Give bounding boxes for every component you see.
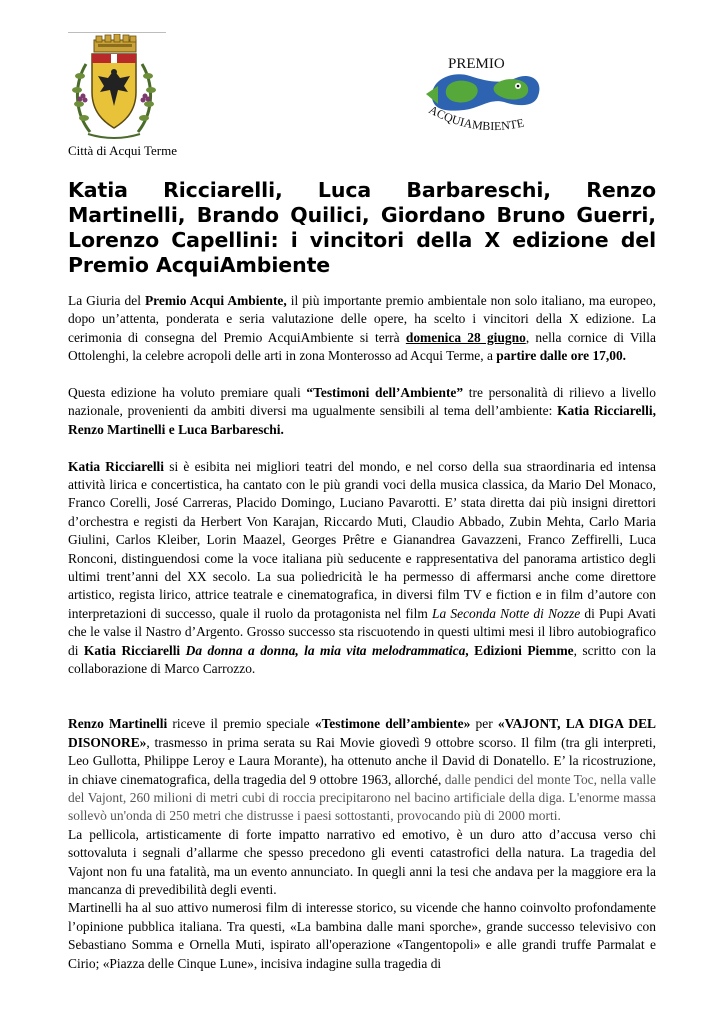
- paragraph-pellicola: La pellicola, artisticamente di forte impatto narrativo ed emotivo, è un duro atto d’accusa verso chi sottovaluta i segnali d’allarme che spesso precedono gli eventi catastrofici della natura. La tragedia del Vajont non fu una fatalità, ma un evento annunciato. In quegli anni la tesi che andava per la maggiore era la mancanza di prevedibilità degli eventi.: [68, 826, 656, 897]
- coat-of-arms-icon: [68, 34, 160, 142]
- page-title: Katia Ricciarelli, Luca Barbareschi, Renzo Martinelli, Brando Quilici, Giordano Bruno Guerri, Lorenzo Capellini: i vincitori della X edizione del Premio AcquiAmbiente: [68, 178, 656, 277]
- paragraph-martinelli: Renzo Martinelli riceve il premio speciale «Testimone dell’ambiente» per «VAJONT, LA DIGA DEL DISONORE», trasmesso in prima serata su Rai Movie giovedì 9 ottobre scorso. Il film (tra gli interpreti, Leo Gullotta, Philippe Leroy e Laura Morante), ha ottenuto anche il David di Donatello. E’ la ricostruzione, in chiave cinematografica, della tragedia del 9 ottobre 1963, allorché, dalle pendici del monte Toc, nella valle del Vajont, 260 milioni di metri cubi di roccia precipitarono nel bacino artificiale della diga. L'enorme massa sollevò un'onda di 250 metri che distrusse i paesi sottostanti, provocando più di 2000 morti.: [68, 716, 656, 824]
- paragraph-giuria: La Giuria del Premio Acqui Ambiente, il più importante premio ambientale non solo italiano, ma europeo, dopo un’attenta, ponderata e seria valutazione delle opere, ha scelto i vincitori della X edizione. La cerimonia di consegna del Premio AcquiAmbiente si terrà domenica 28 giugno, nella cornice di Villa Ottolenghi, la celebre acropoli delle arti in zona Monterosso ad Acqui Terme, a partire dalle ore 17,00.: [68, 293, 657, 364]
- paragraph-ricciarelli: Katia Ricciarelli si è esibita nei migliori teatri del mondo, e nel corso della sua straordinaria ed intensa attività lirica e concertistica, ha cantato con le più grandi voci della musica classica, da Mario Del Monaco, Franco Corelli, José Carreras, Placido Domingo, Luciano Pavarotti. E’ stata diretta dai più insigni direttori d’orchestra e registi da Herbert Von Karajan, Riccardo Muti, Claudio Abbado, Zubin Mehta, Carlo Maria Giulini, Carlos Kleiber, Lorin Maazel, Georges Prêtre e Gianandrea Gavazzeni, Franco Zeffirelli, Luca Ronconi, distinguendosi come la voce italiana più seducente e rappresentativa del panorama artistico degli ultimi trent’anni del XX secolo. La sua poliedricità le ha permesso di affermarsi anche come direttore artistico, regista lirico, attrice teatrale e cinematografica, in diversi film TV e fiction e in film d’autore con interpretazioni di successo, quale il ruolo da protagonista nel film La Seconda Notte di Nozze di Pupi Avati che le valse il Nastro d’Argento. Grosso successo sta riscuotendo in questi ultimi mesi il libro autobiografico di Katia Ricciarelli Da donna a donna, la mia vita melodrammatica, Edizioni Piemme, scritto con la collaborazione di Marco Carrozzo.: [68, 458, 657, 677]
- article-body: [68, 292, 656, 973]
- event-date: domenica 28 giugno: [405, 329, 526, 345]
- logo-text-bottom: ACQUIAMBIENTE: [426, 102, 526, 134]
- premio-acquiambiente-logo-icon: [418, 50, 564, 142]
- paragraph-filmografia: Martinelli ha al suo attivo numerosi film di interesse storico, su vicende che hanno coinvolto profondamente l’opinione pubblica italiana. Tra questi, «La bambina dalle mani sporche», grande successo televisivo con Sebastiano Somma e Ornella Muti, ispirato all'operazione «Tangentopoli» e alle grandi truffe Parmalat e Cirio; «Piazza delle Cinque Lune», incisiva indagine sulla tragedia di: [68, 900, 656, 971]
- header-rule: [68, 32, 166, 33]
- paragraph-testimoni: Questa edizione ha voluto premiare quali “Testimoni dell’Ambiente” tre personalità di rilievo a livello nazionale, provenienti da ambiti diversi ma ugualmente sensibili al tema dell’ambiente: Katia Ricciarelli, Renzo Martinelli e Luca Barbareschi.: [68, 385, 656, 437]
- logo-text-top: PREMIO: [448, 56, 505, 72]
- city-label: Città di Acqui Terme: [68, 143, 177, 158]
